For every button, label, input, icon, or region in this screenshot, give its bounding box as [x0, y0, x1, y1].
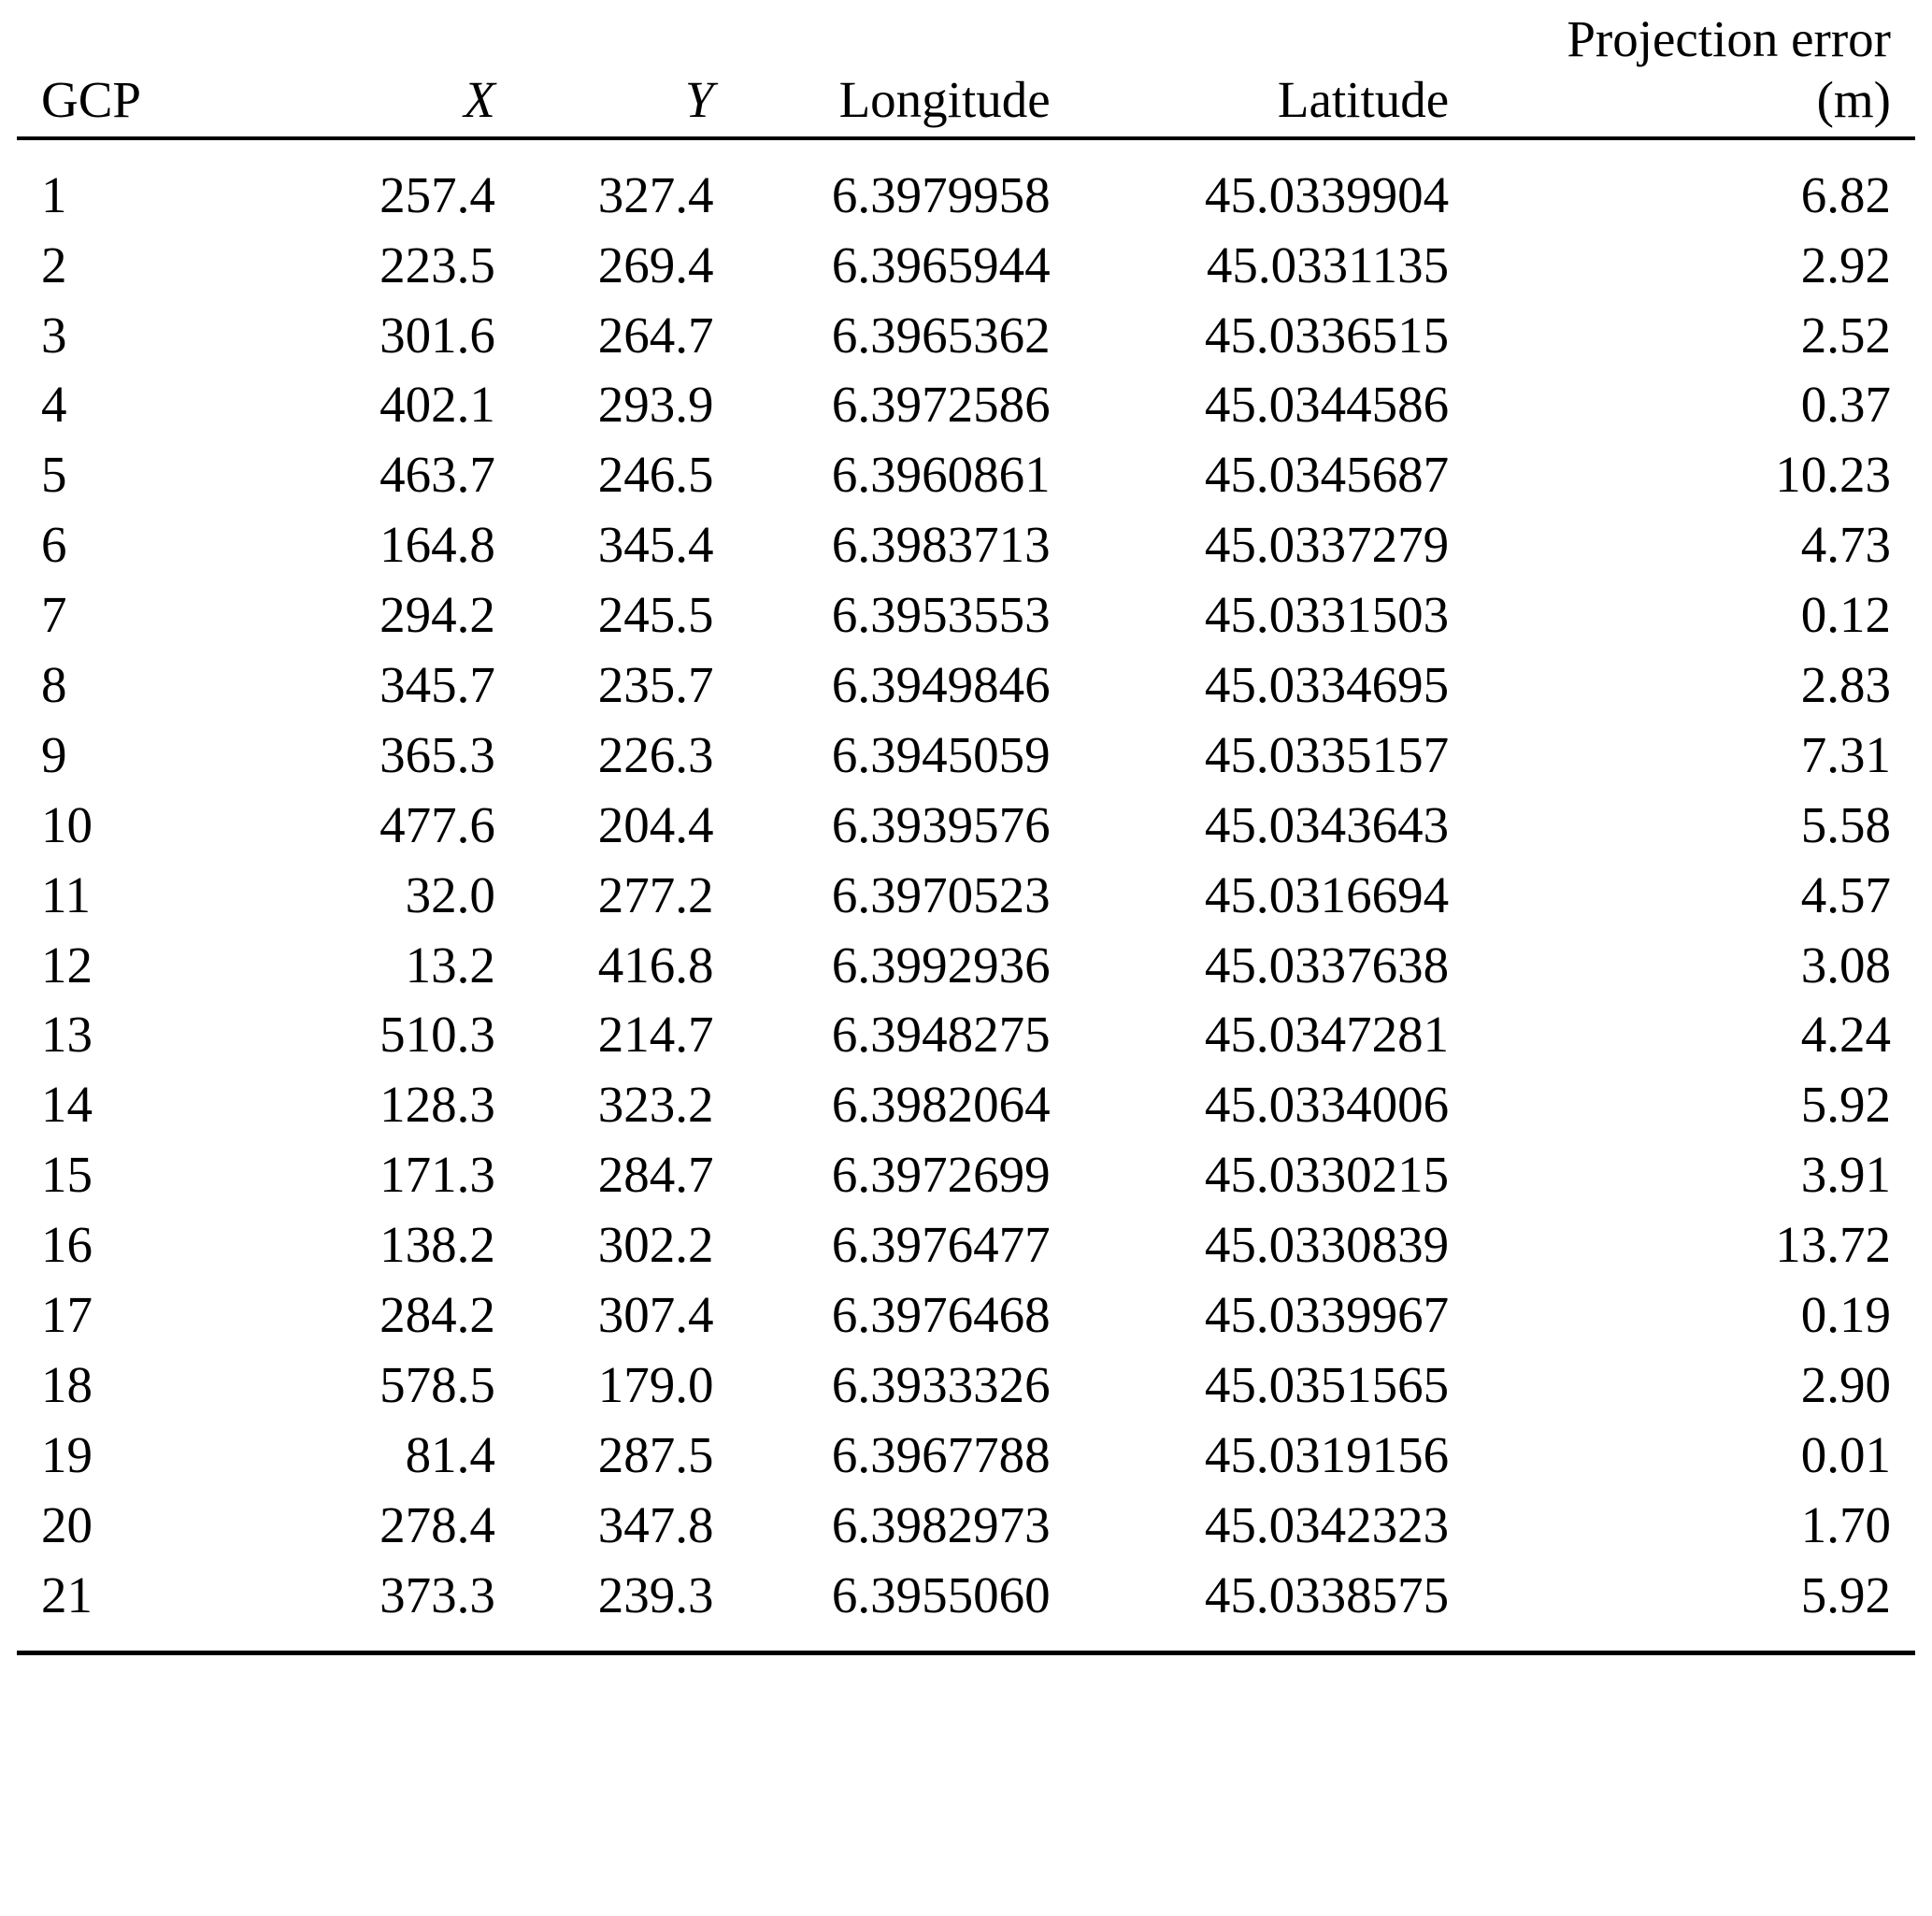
table-row — [17, 721, 1915, 791]
cell-projection-error: 3.08 — [1800, 936, 1891, 994]
cell-y: 293.9 — [597, 376, 714, 434]
cell-latitude: 45.0330215 — [1204, 1146, 1450, 1204]
cell-x: 301.6 — [379, 306, 495, 364]
cell-x: 278.4 — [379, 1495, 495, 1553]
cell-gcp: 18 — [41, 1355, 93, 1413]
table-row — [17, 651, 1915, 721]
cell-projection-error: 2.90 — [1800, 1355, 1891, 1413]
cell-x: 578.5 — [379, 1355, 495, 1413]
cell-x: 477.6 — [379, 795, 495, 853]
cell-x: 81.4 — [405, 1425, 495, 1483]
table-row — [17, 1561, 1915, 1631]
cell-gcp: 13 — [41, 1006, 93, 1064]
column-header-latitude: Latitude — [1277, 70, 1450, 128]
cell-latitude: 45.0339904 — [1204, 165, 1450, 223]
cell-y: 323.2 — [597, 1076, 714, 1134]
cell-latitude: 45.0319156 — [1204, 1425, 1450, 1483]
cell-latitude: 45.0330839 — [1204, 1216, 1450, 1274]
cell-y: 284.7 — [597, 1146, 714, 1204]
cell-longitude: 6.3939576 — [831, 795, 1051, 853]
cell-x: 373.3 — [379, 1566, 495, 1623]
cell-latitude: 45.0338575 — [1204, 1566, 1450, 1623]
cell-projection-error: 0.37 — [1800, 376, 1891, 434]
cell-longitude: 6.3970523 — [831, 865, 1051, 923]
cell-gcp: 2 — [41, 236, 67, 293]
cell-gcp: 6 — [41, 516, 67, 574]
cell-longitude: 6.3965944 — [831, 236, 1051, 293]
cell-y: 246.5 — [597, 446, 714, 504]
cell-x: 365.3 — [379, 725, 495, 783]
cell-longitude: 6.3953553 — [831, 586, 1051, 644]
column-header-x: X — [464, 70, 495, 128]
cell-y: 269.4 — [597, 236, 714, 293]
cell-x: 402.1 — [379, 376, 495, 434]
cell-latitude: 45.0339967 — [1204, 1286, 1450, 1344]
cell-x: 294.2 — [379, 586, 495, 644]
cell-longitude: 6.3982973 — [831, 1495, 1051, 1553]
table-row — [17, 580, 1915, 651]
table-header-row — [17, 0, 1915, 136]
cell-latitude: 45.0337279 — [1204, 516, 1450, 574]
cell-projection-error: 0.19 — [1800, 1286, 1891, 1344]
column-header-projection-error-unit: (m) — [1816, 70, 1891, 128]
cell-y: 287.5 — [597, 1425, 714, 1483]
cell-y: 239.3 — [597, 1566, 714, 1623]
table-row — [17, 1140, 1915, 1210]
cell-y: 179.0 — [597, 1355, 714, 1413]
cell-projection-error: 6.82 — [1800, 165, 1891, 223]
table-row — [17, 510, 1915, 580]
cell-latitude: 45.0344586 — [1204, 376, 1450, 434]
cell-gcp: 8 — [41, 656, 67, 714]
cell-y: 264.7 — [597, 306, 714, 364]
cell-latitude: 45.0335157 — [1204, 725, 1450, 783]
cell-longitude: 6.3967788 — [831, 1425, 1051, 1483]
cell-longitude: 6.3955060 — [831, 1566, 1051, 1623]
cell-longitude: 6.3976468 — [831, 1286, 1051, 1344]
cell-gcp: 20 — [41, 1495, 93, 1553]
cell-y: 416.8 — [597, 936, 714, 994]
cell-projection-error: 5.58 — [1800, 795, 1891, 853]
cell-gcp: 5 — [41, 446, 67, 504]
header-rule-spacer-cell — [17, 138, 1915, 161]
cell-longitude: 6.3976477 — [831, 1216, 1051, 1274]
cell-latitude: 45.0342323 — [1204, 1495, 1450, 1553]
cell-latitude: 45.0334695 — [1204, 656, 1450, 714]
cell-gcp: 16 — [41, 1216, 93, 1274]
cell-y: 347.8 — [597, 1495, 714, 1553]
cell-gcp: 11 — [41, 865, 91, 923]
cell-projection-error: 5.92 — [1800, 1566, 1891, 1623]
table-row — [17, 1491, 1915, 1561]
cell-longitude: 6.3992936 — [831, 936, 1051, 994]
cell-x: 13.2 — [405, 936, 495, 994]
cell-latitude: 45.0345687 — [1204, 446, 1450, 504]
cell-longitude: 6.3972699 — [831, 1146, 1051, 1204]
cell-y: 214.7 — [597, 1006, 714, 1064]
table-row — [17, 791, 1915, 861]
cell-gcp: 12 — [41, 936, 93, 994]
cell-projection-error: 10.23 — [1775, 446, 1891, 504]
cell-longitude: 6.3945059 — [831, 725, 1051, 783]
cell-projection-error: 4.73 — [1800, 516, 1891, 574]
cell-latitude: 45.0337638 — [1204, 936, 1450, 994]
cell-gcp: 9 — [41, 725, 67, 783]
cell-y: 327.4 — [597, 165, 714, 223]
column-header-y: Y — [684, 70, 714, 128]
cell-longitude: 6.3983713 — [831, 516, 1051, 574]
cell-y: 277.2 — [597, 865, 714, 923]
column-header-longitude: Longitude — [838, 70, 1051, 128]
cell-longitude: 6.3933326 — [831, 1355, 1051, 1413]
cell-projection-error: 2.52 — [1800, 306, 1891, 364]
cell-latitude: 45.0347281 — [1204, 1006, 1450, 1064]
cell-x: 284.2 — [379, 1286, 495, 1344]
cell-gcp: 19 — [41, 1425, 93, 1483]
table-row — [17, 1210, 1915, 1280]
cell-latitude: 45.0331135 — [1206, 236, 1450, 293]
cell-projection-error: 1.70 — [1800, 1495, 1891, 1553]
cell-y: 235.7 — [597, 656, 714, 714]
cell-longitude: 6.3949846 — [831, 656, 1051, 714]
table-row — [17, 1000, 1915, 1070]
cell-gcp: 10 — [41, 795, 93, 853]
cell-projection-error: 2.83 — [1800, 656, 1891, 714]
header-rule-spacer — [17, 138, 1915, 161]
cell-projection-error: 0.12 — [1800, 586, 1891, 644]
table-row — [17, 231, 1915, 301]
cell-gcp: 1 — [41, 165, 67, 223]
cell-projection-error: 4.57 — [1800, 865, 1891, 923]
cell-latitude: 45.0316694 — [1204, 865, 1450, 923]
cell-projection-error: 2.92 — [1800, 236, 1891, 293]
table-row — [17, 931, 1915, 1001]
cell-x: 32.0 — [405, 865, 495, 923]
cell-gcp: 21 — [41, 1566, 93, 1623]
table-row — [17, 301, 1915, 371]
cell-x: 171.3 — [379, 1146, 495, 1204]
cell-x: 510.3 — [379, 1006, 495, 1064]
table-row — [17, 1070, 1915, 1140]
table-row — [17, 861, 1915, 931]
cell-longitude: 6.3982064 — [831, 1076, 1051, 1134]
cell-x: 257.4 — [379, 165, 495, 223]
cell-gcp: 3 — [41, 306, 67, 364]
footer-rule-spacer-cell — [17, 1630, 1915, 1653]
cell-longitude: 6.3948275 — [831, 1006, 1051, 1064]
table-row — [17, 1351, 1915, 1421]
cell-x: 345.7 — [379, 656, 495, 714]
cell-x: 463.7 — [379, 446, 495, 504]
cell-gcp: 7 — [41, 586, 67, 644]
cell-projection-error: 3.91 — [1800, 1146, 1891, 1204]
cell-projection-error: 0.01 — [1800, 1425, 1891, 1483]
cell-longitude: 6.3979958 — [831, 165, 1051, 223]
cell-latitude: 45.0343643 — [1204, 795, 1450, 853]
gcp-table — [17, 0, 1915, 1655]
table-row — [17, 440, 1915, 510]
footer-rule — [17, 1653, 1915, 1656]
column-header-gcp: GCP — [41, 70, 141, 128]
cell-gcp: 14 — [41, 1076, 93, 1134]
cell-projection-error: 13.72 — [1775, 1216, 1891, 1274]
cell-projection-error: 5.92 — [1800, 1076, 1891, 1134]
cell-latitude: 45.0334006 — [1204, 1076, 1450, 1134]
cell-x: 223.5 — [379, 236, 495, 293]
table-row — [17, 161, 1915, 231]
cell-gcp: 4 — [41, 376, 67, 434]
cell-x: 128.3 — [379, 1076, 495, 1134]
table-row — [17, 1280, 1915, 1351]
table-row — [17, 1421, 1915, 1491]
cell-y: 345.4 — [597, 516, 714, 574]
table-row — [17, 370, 1915, 440]
cell-longitude: 6.3965362 — [831, 306, 1051, 364]
cell-x: 138.2 — [379, 1216, 495, 1274]
cell-y: 226.3 — [597, 725, 714, 783]
cell-gcp: 15 — [41, 1146, 93, 1204]
cell-longitude: 6.3960861 — [831, 446, 1051, 504]
cell-latitude: 45.0331503 — [1204, 586, 1450, 644]
cell-longitude: 6.3972586 — [831, 376, 1051, 434]
cell-latitude: 45.0351565 — [1204, 1355, 1450, 1413]
table-header — [17, 0, 1915, 136]
cell-y: 307.4 — [597, 1286, 714, 1344]
cell-y: 245.5 — [597, 586, 714, 644]
cell-projection-error: 4.24 — [1800, 1006, 1891, 1064]
column-header-projection-error — [1497, 0, 1915, 136]
cell-gcp: 17 — [41, 1286, 93, 1344]
footer-rule-spacer — [17, 1630, 1915, 1653]
cell-projection-error: 7.31 — [1800, 725, 1891, 783]
column-header-projection-error-line1: Projection error — [1567, 10, 1891, 67]
cell-y: 204.4 — [597, 795, 714, 853]
cell-y: 302.2 — [597, 1216, 714, 1274]
footer-rule-cell — [17, 1653, 1915, 1656]
cell-x: 164.8 — [379, 516, 495, 574]
cell-latitude: 45.0336515 — [1204, 306, 1450, 364]
table-body — [17, 136, 1915, 1656]
